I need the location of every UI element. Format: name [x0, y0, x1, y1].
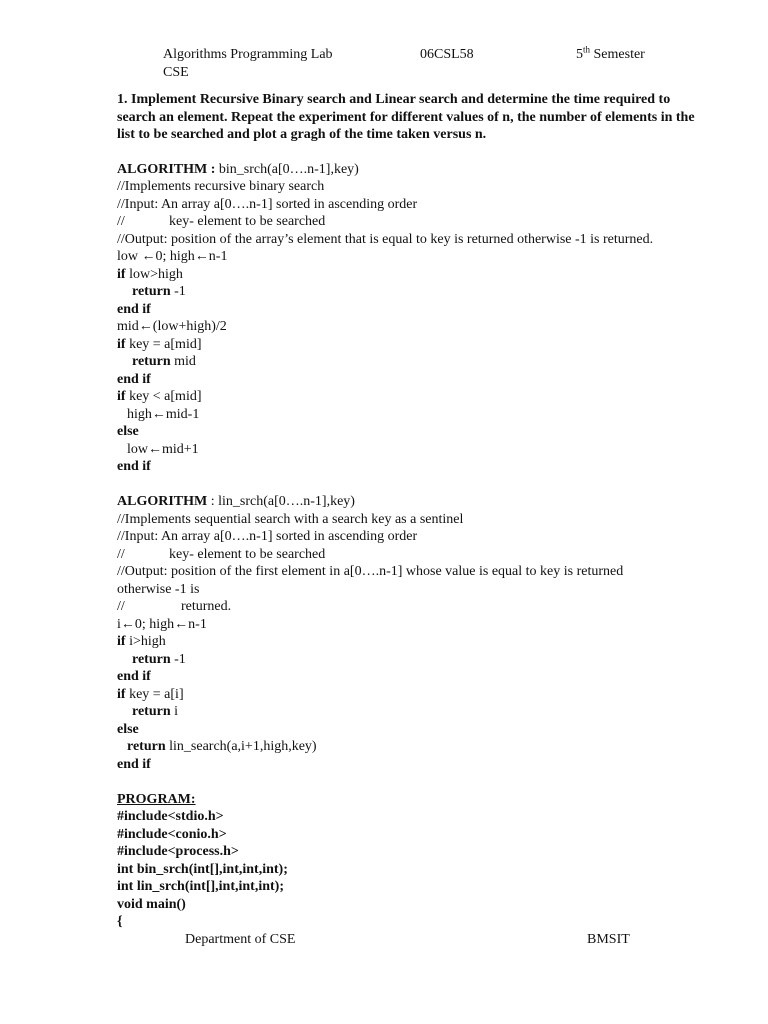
- keyword: if: [117, 389, 126, 404]
- code-line: [117, 651, 707, 669]
- keyword: if: [117, 336, 126, 352]
- code-line: otherwise -1 is: [117, 581, 200, 597]
- code-text: i>high: [125, 634, 166, 649]
- keyword: return: [127, 739, 166, 754]
- code-line: end if: [117, 459, 151, 474]
- code-line: else: [117, 721, 139, 737]
- code-line: [117, 598, 707, 616]
- program-heading: PROGRAM:: [117, 791, 196, 807]
- code-line: [117, 353, 707, 371]
- code-line: [117, 283, 707, 301]
- code-text: low>high: [125, 266, 183, 282]
- page-footer: [185, 932, 655, 950]
- code-line: [117, 686, 707, 704]
- header-course-code: 06CSL58: [420, 47, 474, 62]
- code-line: [117, 336, 707, 354]
- code-line: end if: [117, 756, 151, 772]
- code-line: high←mid-1: [127, 406, 200, 422]
- code-line: //Output: position of the first element in a[0….n-1] whose value is equal to key is returned: [117, 564, 624, 579]
- comment-marker: //: [117, 214, 125, 229]
- document-body: [117, 91, 707, 931]
- code-line: end if: [117, 301, 151, 317]
- keyword: if: [117, 266, 126, 282]
- code-line: mid←(low+high)/2: [117, 319, 227, 334]
- comment-text: key- element to be searched: [169, 546, 326, 562]
- code-text: -1: [170, 651, 186, 667]
- keyword: if: [117, 686, 126, 702]
- code-line: [117, 388, 707, 406]
- code-line: //Implements sequential search with a search key as a sentinel: [117, 511, 464, 527]
- algorithm-label: ALGORITHM :: [117, 161, 216, 177]
- header-department: CSE: [163, 65, 189, 80]
- spacer: [117, 773, 707, 791]
- code-line: end if: [117, 371, 151, 387]
- question-title: 1. Implement Recursive Binary search and Linear search and determine the time required to search an element. Repeat the experiment for different values of n, the number of elements in the list to be searched and plot a gragh of the time taken versus n.: [117, 92, 695, 142]
- program-line: #include<stdio.h>: [117, 809, 224, 824]
- code-line: [117, 546, 707, 564]
- code-text: key = a[mid]: [125, 336, 202, 352]
- footer-department: Department of CSE: [185, 932, 296, 947]
- comment-marker: //: [117, 599, 125, 614]
- header-semester-word: Semester: [593, 47, 645, 62]
- footer-college: BMSIT: [587, 932, 630, 947]
- lin-srch-signature: : lin_srch(a[0….n-1],key): [207, 494, 355, 509]
- algorithm-label: ALGORITHM: [117, 494, 208, 509]
- code-text: lin_search(a,i+1,high,key): [165, 739, 317, 754]
- page-header: [163, 46, 683, 82]
- code-line: end if: [117, 669, 151, 684]
- code-text: key < a[mid]: [125, 389, 202, 404]
- program-line: {: [117, 914, 123, 929]
- header-semester: [576, 46, 645, 63]
- comment-text: key- element to be searched: [169, 214, 326, 229]
- code-text: key = a[i]: [125, 686, 184, 702]
- program-line: int bin_srch(int[],int,int,int);: [117, 861, 288, 877]
- program-line: #include<conio.h>: [117, 826, 227, 842]
- code-line: [117, 266, 707, 284]
- bin-srch-signature: bin_srch(a[0….n-1],key): [215, 161, 359, 177]
- code-line: //Output: position of the array’s element that is equal to key is returned otherwise -1 is returned.: [117, 231, 654, 247]
- program-line: void main(): [117, 896, 186, 912]
- code-line: low←mid+1: [127, 441, 199, 457]
- lin-srch-heading: [117, 493, 707, 511]
- bin-srch-heading: [117, 161, 707, 179]
- code-line: //Input: An array a[0….n-1] sorted in ascending order: [117, 196, 418, 212]
- spacer: [117, 476, 707, 494]
- keyword: return: [132, 284, 171, 299]
- code-line: //Implements recursive binary search: [117, 179, 325, 194]
- code-line: [117, 633, 707, 651]
- code-line: [117, 738, 707, 756]
- keyword: return: [132, 354, 171, 369]
- code-line: else: [117, 424, 139, 439]
- keyword: return: [132, 704, 171, 719]
- code-line: [117, 703, 707, 721]
- keyword: if: [117, 634, 126, 649]
- code-text: i: [170, 704, 179, 719]
- code-line: low ←0; high←n-1: [117, 249, 228, 264]
- code-text: -1: [170, 284, 186, 299]
- comment-text: returned.: [181, 599, 232, 614]
- comment-marker: //: [117, 546, 125, 562]
- program-line: int lin_srch(int[],int,int,int);: [117, 879, 284, 894]
- code-text: mid: [170, 354, 196, 369]
- code-line: i←0; high←n-1: [117, 616, 207, 632]
- code-line: //Input: An array a[0….n-1] sorted in ascending order: [117, 529, 418, 544]
- program-line: #include<process.h>: [117, 844, 239, 859]
- code-line: [117, 213, 707, 231]
- header-lab-name: Algorithms Programming Lab: [163, 47, 333, 62]
- header-semester-suffix: th: [583, 44, 591, 55]
- keyword: return: [132, 651, 171, 667]
- header-semester-number: 5: [576, 47, 583, 62]
